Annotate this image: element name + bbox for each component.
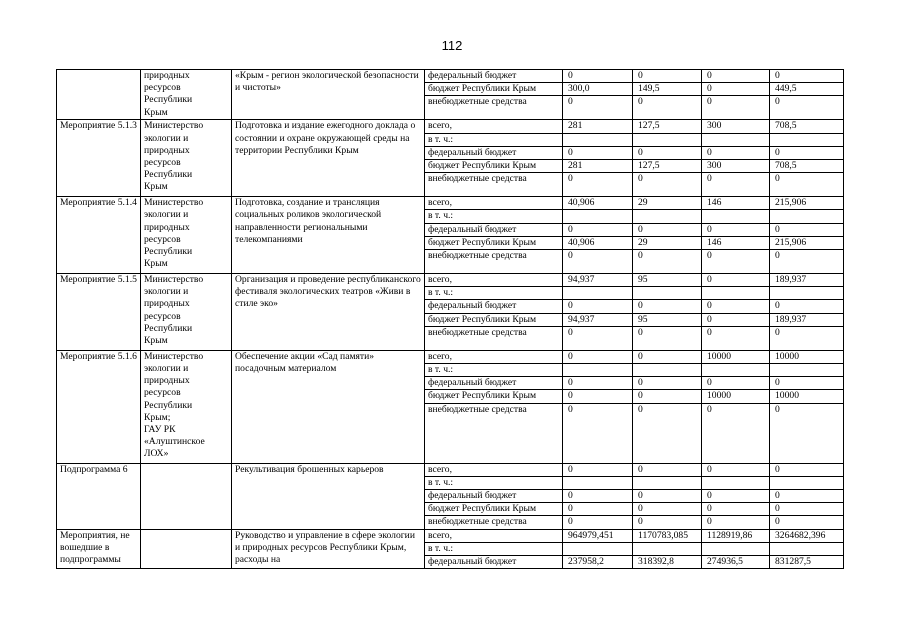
amount-cell: [702, 364, 770, 377]
amount-cell: [633, 287, 702, 300]
funding-source-cell: бюджет Республики Крым: [425, 83, 563, 96]
total-amount-cell: [770, 287, 844, 300]
table-row: [57, 350, 844, 363]
funding-source-cell: бюджет Республики Крым: [425, 236, 563, 249]
amount-cell: 0: [702, 83, 770, 96]
amount-cell: 0: [563, 350, 633, 363]
amount-cell: 0: [702, 96, 770, 120]
amount-cell: 237958,2: [563, 556, 633, 569]
activity-name-cell: Организация и проведение республиканского фестиваля экологических театров «Живи в стиле эко»: [232, 274, 425, 351]
total-amount-cell: [770, 476, 844, 489]
amount-cell: 0: [563, 96, 633, 120]
amount-cell: 0: [702, 516, 770, 529]
amount-cell: 0: [633, 463, 702, 476]
amount-cell: 0: [633, 503, 702, 516]
budget-table: [56, 69, 844, 569]
amount-cell: [563, 364, 633, 377]
funding-source-cell: всего,: [425, 463, 563, 476]
amount-cell: [702, 210, 770, 223]
amount-cell: 0: [702, 463, 770, 476]
total-amount-cell: [770, 542, 844, 555]
activity-name-cell: Обеспечение акции «Сад памяти» посадочным материалом: [232, 350, 425, 463]
amount-cell: [633, 364, 702, 377]
event-cell: Мероприятие 5.1.4: [57, 197, 141, 274]
total-amount-cell: 708,5: [770, 120, 844, 133]
amount-cell: 146: [702, 236, 770, 249]
amount-cell: [702, 542, 770, 555]
amount-cell: 300,0: [563, 83, 633, 96]
event-cell: Подпрограмма 6: [57, 463, 141, 529]
amount-cell: 0: [563, 223, 633, 236]
amount-cell: 0: [563, 377, 633, 390]
funding-source-cell: внебюджетные средства: [425, 326, 563, 350]
executor-cell: [141, 463, 232, 529]
total-amount-cell: [770, 210, 844, 223]
amount-cell: 40,906: [563, 197, 633, 210]
funding-source-cell: внебюджетные средства: [425, 173, 563, 197]
total-amount-cell: 831287,5: [770, 556, 844, 569]
amount-cell: 964979,451: [563, 529, 633, 542]
event-cell: Мероприятия, не вошедшие в подпрограммы: [57, 529, 141, 569]
amount-cell: 0: [702, 403, 770, 463]
funding-source-cell: федеральный бюджет: [425, 146, 563, 159]
activity-name-cell: Рекультивация брошенных карьеров: [232, 463, 425, 529]
total-amount-cell: 0: [770, 377, 844, 390]
total-amount-cell: 189,937: [770, 313, 844, 326]
amount-cell: 0: [633, 516, 702, 529]
funding-source-cell: всего,: [425, 274, 563, 287]
total-amount-cell: 0: [770, 96, 844, 120]
funding-source-cell: бюджет Республики Крым: [425, 390, 563, 403]
amount-cell: [702, 287, 770, 300]
total-amount-cell: 449,5: [770, 83, 844, 96]
amount-cell: 0: [563, 173, 633, 197]
amount-cell: 95: [633, 313, 702, 326]
funding-source-cell: бюджет Республики Крым: [425, 160, 563, 173]
amount-cell: [563, 287, 633, 300]
event-cell: Мероприятие 5.1.5: [57, 274, 141, 351]
funding-source-cell: внебюджетные средства: [425, 96, 563, 120]
amount-cell: [633, 210, 702, 223]
funding-source-cell: всего,: [425, 350, 563, 363]
table-row: [57, 197, 844, 210]
total-amount-cell: 0: [770, 490, 844, 503]
amount-cell: 29: [633, 236, 702, 249]
funding-source-cell: федеральный бюджет: [425, 377, 563, 390]
amount-cell: [563, 542, 633, 555]
table-row: [57, 274, 844, 287]
total-amount-cell: [770, 364, 844, 377]
amount-cell: 146: [702, 197, 770, 210]
amount-cell: 281: [563, 120, 633, 133]
amount-cell: 300: [702, 120, 770, 133]
executor-cell: [141, 529, 232, 569]
activity-name-cell: Руководство и управление в сфере экологии и природных ресурсов Республики Крым, расходы на: [232, 529, 425, 569]
amount-cell: 0: [563, 326, 633, 350]
amount-cell: 0: [563, 146, 633, 159]
amount-cell: 10000: [702, 390, 770, 403]
amount-cell: 0: [633, 326, 702, 350]
amount-cell: 0: [702, 503, 770, 516]
total-amount-cell: [770, 133, 844, 146]
funding-source-cell: в т. ч.:: [425, 287, 563, 300]
table-row: [57, 120, 844, 133]
amount-cell: 127,5: [633, 120, 702, 133]
amount-cell: 0: [633, 300, 702, 313]
amount-cell: 0: [563, 463, 633, 476]
amount-cell: 0: [633, 403, 702, 463]
amount-cell: 0: [633, 490, 702, 503]
funding-source-cell: бюджет Республики Крым: [425, 313, 563, 326]
total-amount-cell: 0: [770, 173, 844, 197]
amount-cell: 0: [563, 250, 633, 274]
amount-cell: 10000: [702, 350, 770, 363]
executor-cell: Министерство экологии и природных ресурсов Республики Крым: [141, 274, 232, 351]
amount-cell: 0: [563, 516, 633, 529]
amount-cell: 0: [563, 503, 633, 516]
amount-cell: [633, 542, 702, 555]
amount-cell: 0: [633, 173, 702, 197]
amount-cell: 0: [563, 70, 633, 83]
amount-cell: 0: [702, 223, 770, 236]
amount-cell: 274936,5: [702, 556, 770, 569]
amount-cell: 0: [702, 250, 770, 274]
funding-source-cell: в т. ч.:: [425, 542, 563, 555]
amount-cell: [563, 476, 633, 489]
amount-cell: 0: [633, 70, 702, 83]
funding-source-cell: всего,: [425, 120, 563, 133]
funding-source-cell: федеральный бюджет: [425, 300, 563, 313]
amount-cell: 149,5: [633, 83, 702, 96]
total-amount-cell: 0: [770, 223, 844, 236]
table-row: [57, 70, 844, 83]
amount-cell: [702, 133, 770, 146]
page-number: 112: [441, 38, 463, 53]
funding-source-cell: внебюджетные средства: [425, 403, 563, 463]
amount-cell: 0: [563, 403, 633, 463]
amount-cell: 281: [563, 160, 633, 173]
funding-source-cell: в т. ч.:: [425, 133, 563, 146]
total-amount-cell: 0: [770, 503, 844, 516]
total-amount-cell: 0: [770, 70, 844, 83]
total-amount-cell: 0: [770, 300, 844, 313]
amount-cell: 0: [633, 96, 702, 120]
total-amount-cell: 0: [770, 403, 844, 463]
total-amount-cell: 189,937: [770, 274, 844, 287]
amount-cell: 0: [633, 146, 702, 159]
amount-cell: 0: [563, 300, 633, 313]
amount-cell: 300: [702, 160, 770, 173]
total-amount-cell: 3264682,396: [770, 529, 844, 542]
amount-cell: 1170783,085: [633, 529, 702, 542]
table-row: [57, 463, 844, 476]
amount-cell: 0: [702, 70, 770, 83]
amount-cell: 40,906: [563, 236, 633, 249]
amount-cell: 127,5: [633, 160, 702, 173]
funding-source-cell: бюджет Республики Крым: [425, 503, 563, 516]
amount-cell: 0: [702, 490, 770, 503]
total-amount-cell: 0: [770, 516, 844, 529]
funding-source-cell: внебюджетные средства: [425, 250, 563, 274]
amount-cell: [702, 476, 770, 489]
executor-cell: Министерство экологии и природных ресурсов Республики Крым; ГАУ РК «Алуштинское ЛОХ»: [141, 350, 232, 463]
total-amount-cell: 0: [770, 326, 844, 350]
funding-source-cell: федеральный бюджет: [425, 490, 563, 503]
activity-name-cell: Подготовка и издание ежегодного доклада о состоянии и охране окружающей среды на территории Республики Крым: [232, 120, 425, 197]
amount-cell: 318392,8: [633, 556, 702, 569]
amount-cell: 0: [702, 377, 770, 390]
amount-cell: 94,937: [563, 274, 633, 287]
amount-cell: 0: [633, 377, 702, 390]
executor-cell: Министерство экологии и природных ресурсов Республики Крым: [141, 120, 232, 197]
amount-cell: 0: [633, 390, 702, 403]
event-cell: [57, 70, 141, 120]
amount-cell: 0: [563, 390, 633, 403]
table-row: [57, 529, 844, 542]
total-amount-cell: 0: [770, 250, 844, 274]
funding-source-cell: всего,: [425, 529, 563, 542]
amount-cell: [633, 476, 702, 489]
amount-cell: 0: [633, 350, 702, 363]
amount-cell: 0: [702, 173, 770, 197]
funding-source-cell: в т. ч.:: [425, 476, 563, 489]
amount-cell: 1128919,86: [702, 529, 770, 542]
amount-cell: 0: [633, 223, 702, 236]
amount-cell: 0: [702, 326, 770, 350]
amount-cell: 0: [702, 300, 770, 313]
amount-cell: 0: [633, 250, 702, 274]
funding-source-cell: федеральный бюджет: [425, 70, 563, 83]
amount-cell: 0: [702, 274, 770, 287]
funding-source-cell: всего,: [425, 197, 563, 210]
total-amount-cell: 10000: [770, 350, 844, 363]
amount-cell: [563, 210, 633, 223]
funding-source-cell: внебюджетные средства: [425, 516, 563, 529]
funding-source-cell: федеральный бюджет: [425, 556, 563, 569]
total-amount-cell: 0: [770, 146, 844, 159]
amount-cell: [563, 133, 633, 146]
funding-source-cell: федеральный бюджет: [425, 223, 563, 236]
amount-cell: 29: [633, 197, 702, 210]
amount-cell: 94,937: [563, 313, 633, 326]
amount-cell: 0: [702, 146, 770, 159]
funding-source-cell: в т. ч.:: [425, 210, 563, 223]
activity-name-cell: Подготовка, создание и трансляция социальных роликов экологической направленности региональными телекомпаниями: [232, 197, 425, 274]
amount-cell: 95: [633, 274, 702, 287]
total-amount-cell: 708,5: [770, 160, 844, 173]
funding-source-cell: в т. ч.:: [425, 364, 563, 377]
total-amount-cell: 215,906: [770, 236, 844, 249]
event-cell: Мероприятие 5.1.3: [57, 120, 141, 197]
event-cell: Мероприятие 5.1.6: [57, 350, 141, 463]
total-amount-cell: 0: [770, 463, 844, 476]
amount-cell: 0: [702, 313, 770, 326]
activity-name-cell: «Крым - регион экологической безопасности и чистоты»: [232, 70, 425, 120]
amount-cell: [633, 133, 702, 146]
executor-cell: Министерство экологии и природных ресурсов Республики Крым: [141, 197, 232, 274]
total-amount-cell: 215,906: [770, 197, 844, 210]
total-amount-cell: 10000: [770, 390, 844, 403]
executor-cell: природных ресурсов Республики Крым: [141, 70, 232, 120]
amount-cell: 0: [563, 490, 633, 503]
